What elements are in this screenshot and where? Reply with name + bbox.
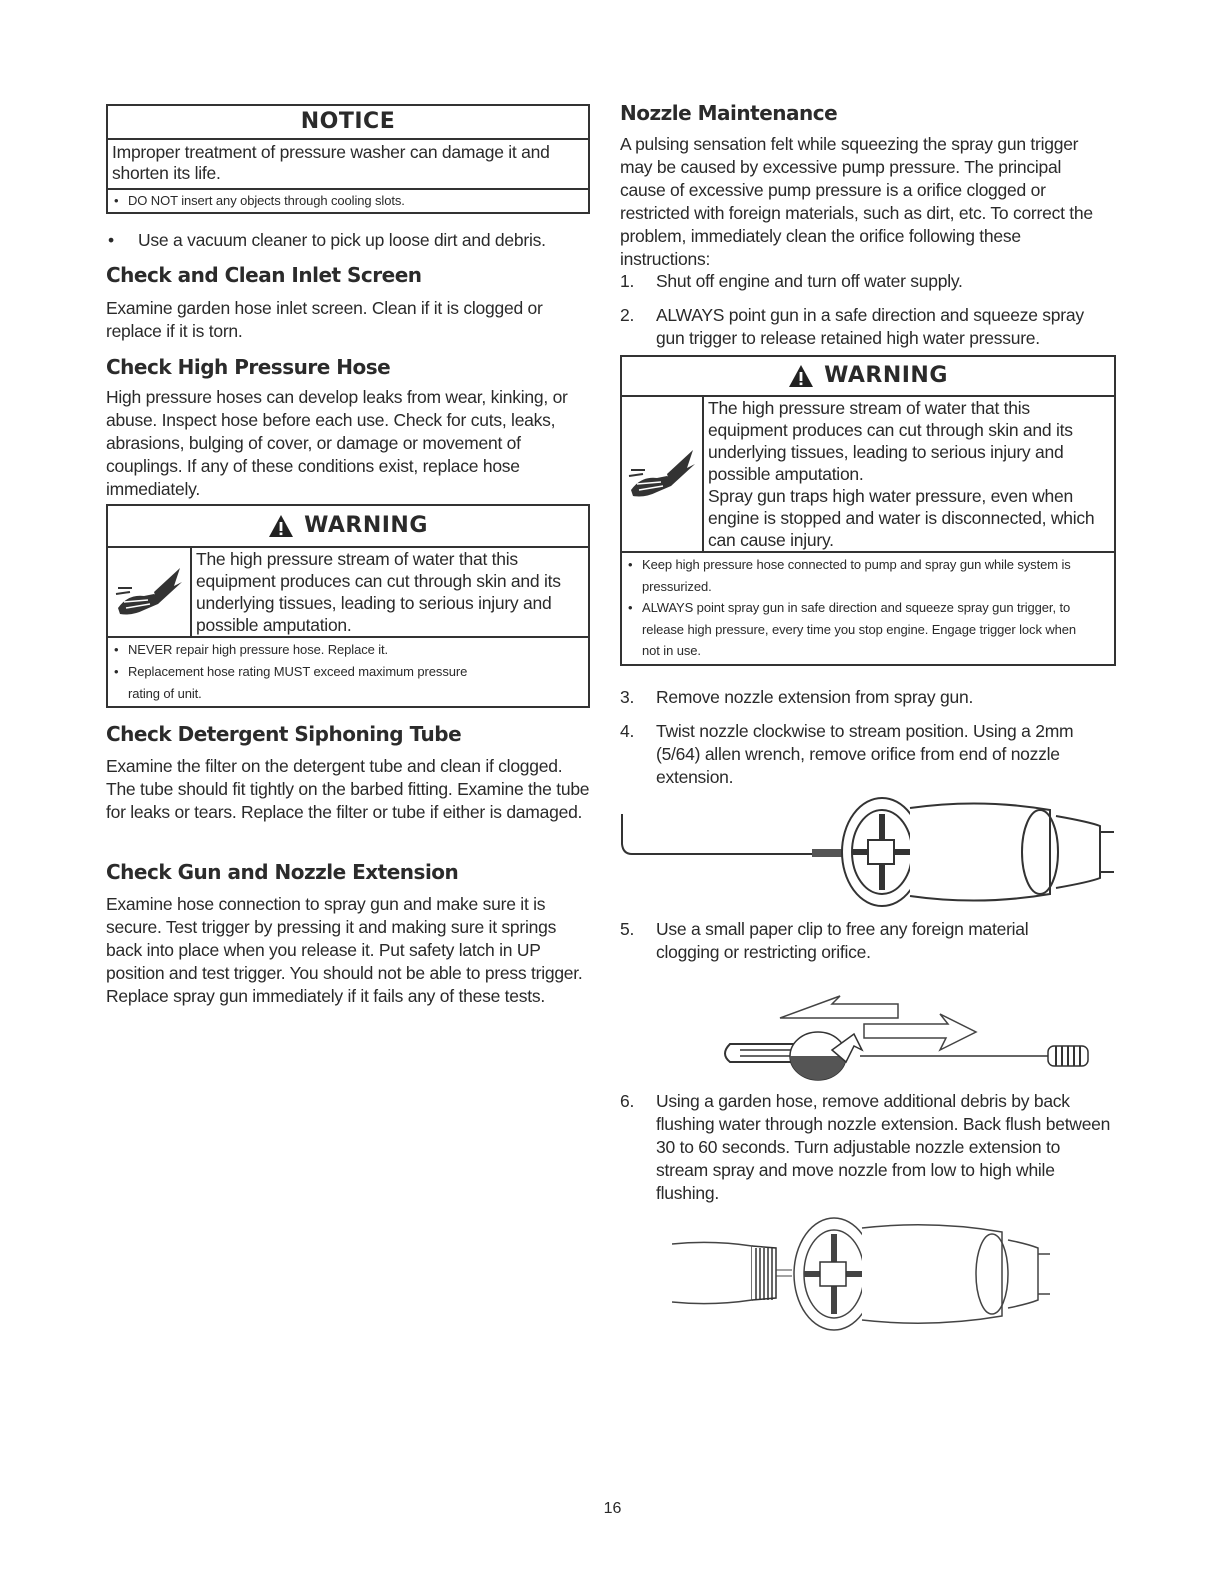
warning-items [108,638,588,706]
warning-items [622,553,1114,664]
warning-triangle-icon [788,364,814,388]
warning-item-text: Replacement hose rating MUST exceed maximum pressure rating of unit. [128,664,468,701]
warning-text: Spray gun traps high water pressure, even when engine is stopped and water is disconnected, which can cause injury. [708,486,1095,550]
step-text: ALWAYS point gun in a safe direction and squeeze spray gun trigger to release retained high water pressure. [656,305,1084,348]
notice-box [106,104,590,214]
intro-bullet-text: Use a vacuum cleaner to pick up loose dirt and debris. [138,230,546,250]
nozzle-heading: Nozzle Maintenance [620,101,838,125]
step-item [620,270,1116,293]
step-text: Remove nozzle extension from spray gun. [656,687,974,707]
notice-items [108,190,588,212]
warning-item-text: ALWAYS point spray gun in safe direction and squeeze spray gun trigger, to release high pressure, every time you stop engine. Engage trigger lock when not in use. [642,600,1077,658]
hand-injection-hazard-icon [622,397,702,551]
inlet-body: Examine garden hose inlet screen. Clean if it is clogged or replace if it is torn. [106,298,543,341]
detergent-heading: Check Detergent Siphoning Tube [106,722,462,746]
warning-title-text: WARNING [824,363,948,388]
warning-box-right [620,355,1116,666]
detergent-body: Examine the filter on the detergent tube and clean if clogged. The tube should fit tightly on the barbed fitting. Examine the tube for leaks or tears. Replace the filter or tube if either is damaged. [106,756,590,822]
list-item [114,190,582,212]
notice-title: NOTICE [108,106,588,140]
bullet-dot-icon: • [628,600,633,615]
warning-item-text: Keep high pressure hose connected to pump and spray gun while system is pressurized. [642,557,1071,594]
step-number: 6. [620,1091,635,1111]
hose-body: High pressure hoses can develop leaks from wear, kinking, or abuse. Inspect hose before each use. Check for cuts, leaks, abrasions, bulging of cover, or damage or movement of couplings. If any of these conditions exist, replace hose immediately. [106,387,568,499]
bullet-dot-icon: • [114,193,119,208]
allen-wrench-nozzle-illustration [620,792,1116,910]
step-number: 4. [620,721,635,741]
step-item [620,720,1116,789]
list-item [628,597,1108,662]
warning-text: The high pressure stream of water that this equipment produces can cut through skin and its underlying tissues, leading to serious injury and possible amputation. [190,548,586,636]
warning-box-left [106,504,590,708]
warning-title-text: WARNING [304,513,428,538]
step-text: Using a garden hose, remove additional debris by back flushing water through nozzle extension. Back flush between 30 to 60 seconds. Turn adjustable nozzle extension to stream spray and move nozzle from low to high while flushing. [656,1091,1111,1203]
notice-item-text: DO NOT insert any objects through cooling slots. [128,193,405,208]
list-item [114,661,582,705]
paper-clip-illustration [670,978,1090,1082]
warning-title [622,357,1114,397]
warning-title [108,506,588,548]
warning-mid [108,548,588,638]
back-flush-illustration [672,1214,1052,1338]
injection-hazard-graphic [114,564,184,620]
bullet-dot-icon: • [108,230,114,250]
injection-hazard-graphic [627,446,697,502]
step-text: Shut off engine and turn off water supply. [656,271,963,291]
step-number: 1. [620,271,635,291]
step-number: 2. [620,305,635,325]
list-item [628,554,1108,597]
inlet-heading: Check and Clean Inlet Screen [106,263,422,287]
bullet-dot-icon: • [628,557,633,572]
warning-triangle-icon [268,514,294,538]
intro-bullet [106,229,590,252]
step-number: 5. [620,919,635,939]
gun-heading: Check Gun and Nozzle Extension [106,860,459,884]
warning-text: The high pressure stream of water that this equipment produces can cut through skin and its underlying tissues, leading to serious injury and possible amputation. [708,398,1073,484]
page-number: 16 [603,1500,622,1517]
nozzle-body: A pulsing sensation felt while squeezing the spray gun trigger may be caused by excessive pump pressure. The principal cause of excessive pump pressure is a orifice clogged or restricted with foreign materials, such as dirt, etc. To correct the problem, immediately clean the orifice following these instructions: [620,134,1093,269]
step-number: 3. [620,687,635,707]
bullet-dot-icon: • [114,664,119,679]
warning-text-block [702,397,1112,551]
notice-body: Improper treatment of pressure washer can damage it and shorten its life. [108,140,588,190]
step-item [620,304,1116,350]
hand-injection-hazard-icon [108,548,190,636]
list-item [114,639,582,661]
gun-body: Examine hose connection to spray gun and make sure it is secure. Test trigger by pressing it and making sure it springs back into place when you release it. Put safety latch in UP position and test trigger. You should not be able to press trigger. Replace spray gun immediately if it fails any of these tests. [106,894,583,1006]
step-item [620,918,1116,964]
warning-mid [622,397,1114,553]
bullet-dot-icon: • [114,642,119,657]
warning-item-text: NEVER repair high pressure hose. Replace it. [128,642,389,657]
hose-heading: Check High Pressure Hose [106,355,391,379]
step-text: Twist nozzle clockwise to stream position. Using a 2mm (5/64) allen wrench, remove orifice from end of nozzle extension. [656,721,1074,787]
step-item [620,686,1116,709]
step-text: Use a small paper clip to free any foreign material clogging or restricting orifice. [656,919,1029,962]
step-item [620,1090,1116,1205]
